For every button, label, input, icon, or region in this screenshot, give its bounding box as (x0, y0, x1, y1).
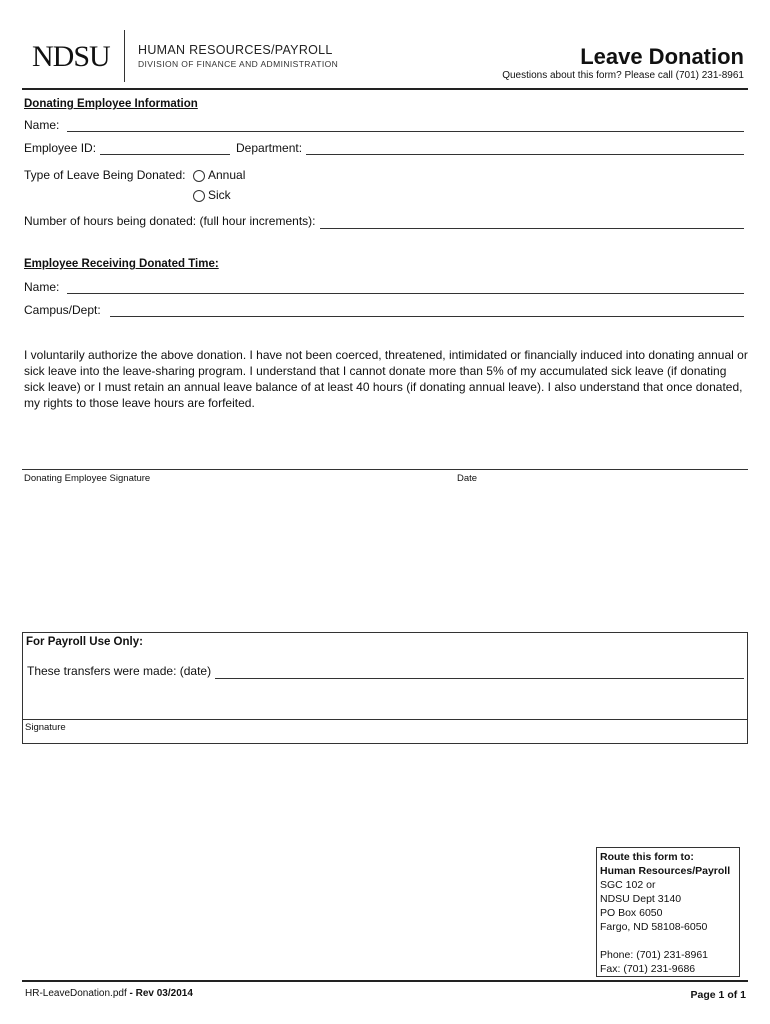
hours-donated-field[interactable] (320, 228, 744, 229)
signature-line[interactable] (22, 469, 748, 470)
signature-date-label: Date (457, 473, 478, 484)
division-name: DIVISION OF FINANCE AND ADMINISTRATION (138, 59, 339, 69)
transfers-date-field[interactable] (215, 678, 744, 679)
campus-dept-field[interactable] (110, 316, 744, 317)
route-address-line: Fargo, ND 58108-6050 (600, 921, 708, 933)
transfers-date-label: These transfers were made: (date) (27, 664, 212, 678)
footer-separator: - (126, 988, 136, 999)
department-label: Department: (236, 141, 303, 155)
routing-box (596, 847, 740, 977)
footer-filename: HR-LeaveDonation.pdf (25, 988, 127, 999)
donating-section-heading: Donating Employee Information (24, 98, 198, 110)
leave-option-annual[interactable] (193, 168, 245, 182)
payroll-use-box (22, 632, 748, 744)
route-office: Human Resources/Payroll (600, 865, 731, 877)
recipient-name-field[interactable] (67, 293, 744, 294)
contact-info: Questions about this form? Please call (701) 231-8961 (502, 70, 744, 81)
route-spacer (600, 934, 736, 948)
payroll-heading: For Payroll Use Only: (26, 636, 143, 648)
department-field[interactable] (306, 154, 744, 155)
donor-name-label: Name: (24, 118, 60, 132)
employee-id-label: Employee ID: (24, 141, 97, 155)
footer-revision: Rev 03/2014 (135, 988, 193, 999)
payroll-signature-label: Signature (25, 722, 66, 733)
header-divider (22, 88, 748, 90)
route-heading: Route this form to: (600, 851, 694, 863)
donor-name-field[interactable] (67, 131, 744, 132)
annual-option-label: Annual (208, 168, 246, 182)
donor-signature-label: Donating Employee Signature (24, 473, 151, 484)
route-phone: Phone: (701) 231-8961 (600, 949, 708, 961)
page-number: Page 1 of 1 (690, 989, 746, 1001)
route-address-line: PO Box 6050 (600, 907, 663, 919)
annual-radio-icon[interactable] (193, 170, 205, 182)
receiving-section-heading: Employee Receiving Donated Time: (24, 258, 219, 270)
leave-type-label: Type of Leave Being Donated: (24, 168, 186, 182)
footer-revision-info (25, 988, 193, 999)
route-fax: Fax: (701) 231-9686 (600, 963, 696, 975)
footer-divider (22, 980, 748, 982)
campus-dept-label: Campus/Dept: (24, 303, 101, 317)
ndsu-logo: NDSU (32, 40, 110, 73)
sick-radio-icon[interactable] (193, 190, 205, 202)
logo-divider (124, 30, 125, 82)
hours-donated-label: Number of hours being donated: (full hour increments): (24, 214, 316, 228)
recipient-name-label: Name: (24, 280, 60, 294)
sick-option-label: Sick (208, 188, 231, 202)
department-name: HUMAN RESOURCES/PAYROLL (138, 43, 333, 57)
route-address-line: SGC 102 or (600, 879, 656, 891)
form-title: Leave Donation (580, 44, 744, 69)
authorization-statement: I voluntarily authorize the above donation. I have not been coerced, threatened, intimidated or financially induced into donating annual or sick leave into the leave-sharing program. I understand that I cannot donate more than 5% of my accumulated sick leave (if donating sick leave) or I must retain an annual leave balance of at least 40 hours (if donating annual leave). I also understand that once donated, my rights to those leave hours are forfeited. (24, 348, 748, 410)
employee-id-field[interactable] (100, 154, 230, 155)
payroll-signature-line[interactable] (23, 719, 747, 720)
leave-option-sick[interactable] (193, 188, 231, 202)
route-address-line: NDSU Dept 3140 (600, 893, 682, 905)
